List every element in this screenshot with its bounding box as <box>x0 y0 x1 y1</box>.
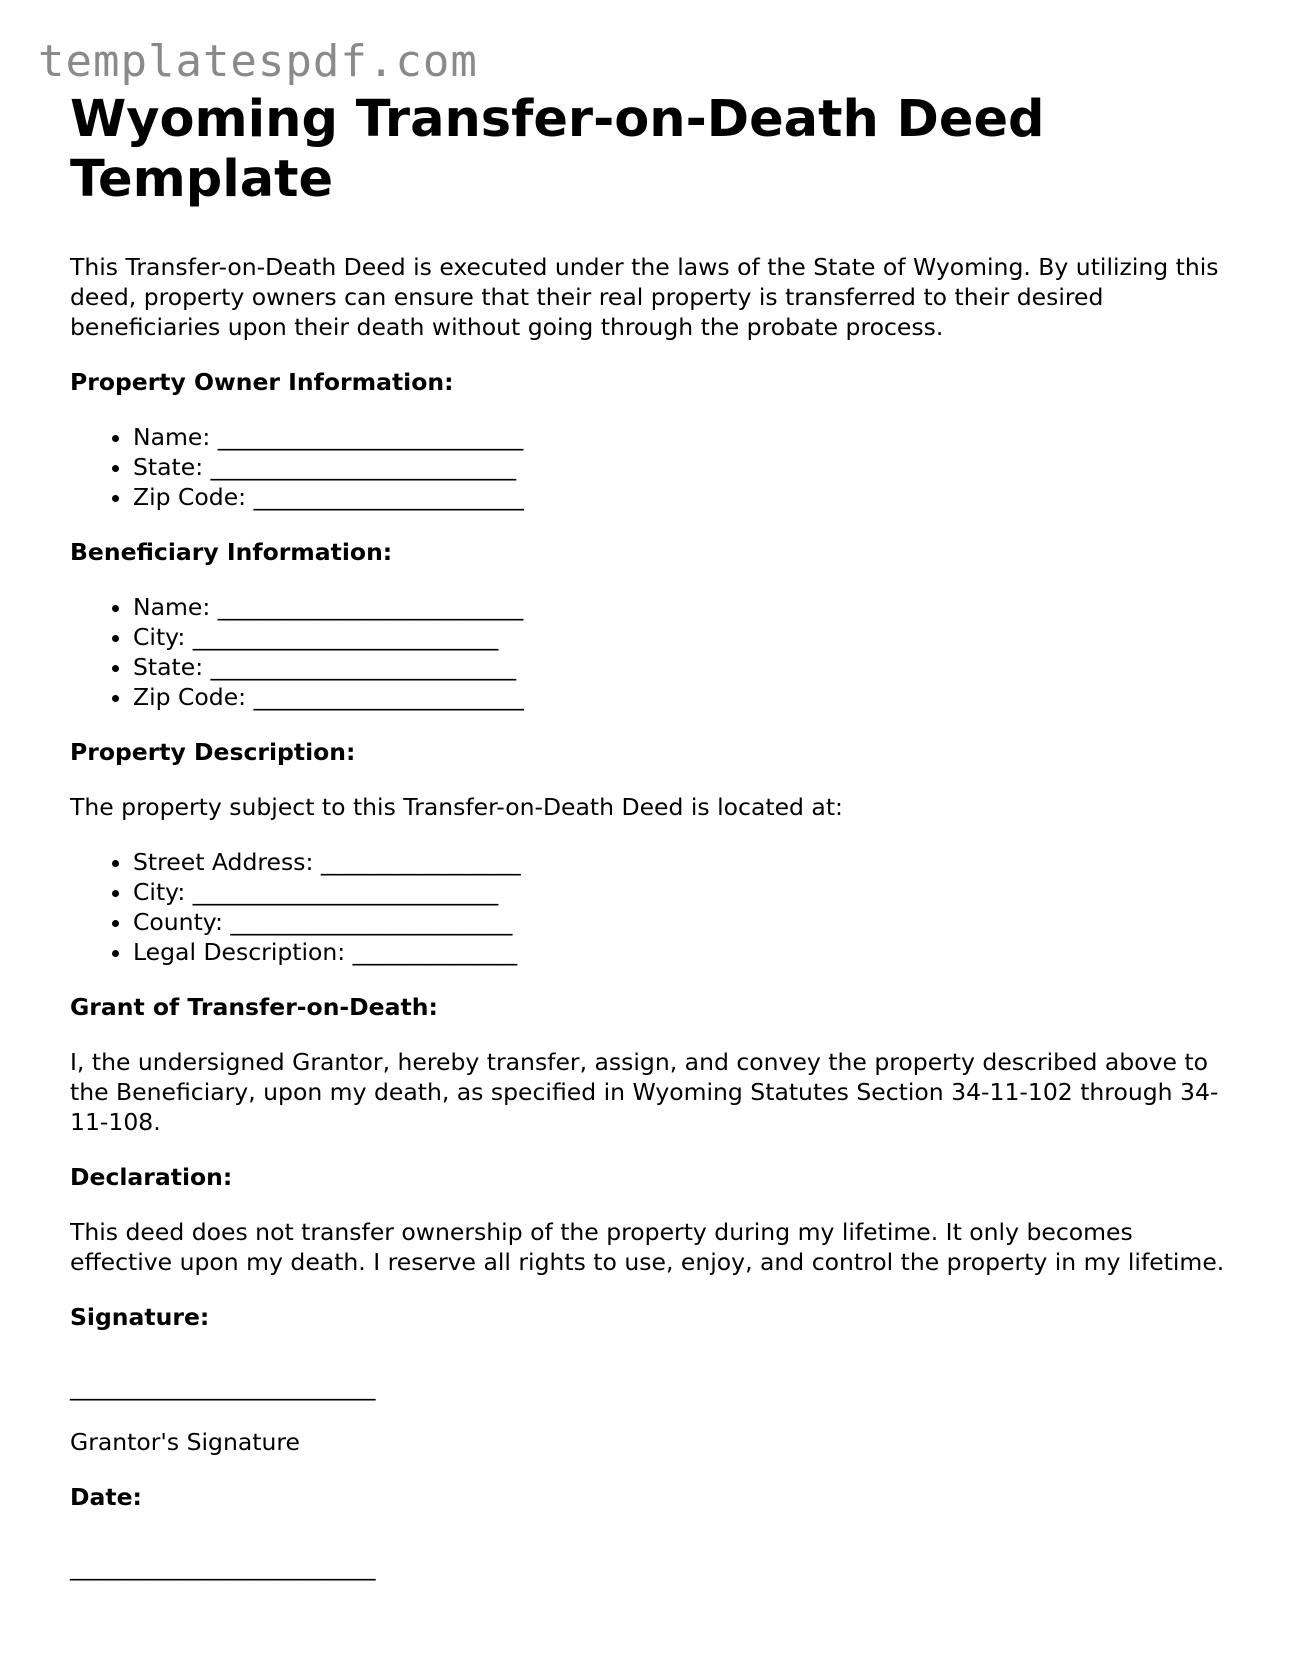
title-line-2: Template <box>70 150 334 209</box>
watermark: templatespdf.com <box>38 36 478 87</box>
owner-list <box>70 422 1230 512</box>
owner-zip-field: • Zip Code: _______________________ <box>133 482 1230 512</box>
intro-paragraph: This Transfer-on-Death Deed is executed under the laws of the State of Wyoming. By utilizing this deed, property owners can ensure that their real property is transferred to their desired beneficiaries upon their death without going through the probate process. <box>70 253 1219 341</box>
beneficiary-list <box>70 592 1230 712</box>
property-legal-field: • Legal Description: ______________ <box>133 937 1230 967</box>
date-line: __________________________ <box>70 1553 376 1581</box>
owner-state-field: • State: __________________________ <box>133 452 1230 482</box>
property-heading: Property Description: <box>70 738 356 766</box>
property-county-field: • County: ________________________ <box>133 907 1230 937</box>
property-list <box>70 847 1230 967</box>
document-page <box>70 90 1230 1582</box>
signature-label: Grantor's Signature <box>70 1428 300 1456</box>
property-street-field: • Street Address: _________________ <box>133 847 1230 877</box>
declaration-heading: Declaration: <box>70 1163 233 1191</box>
declaration-paragraph: This deed does not transfer ownership of the property during my lifetime. It only becomes effective upon my death. I reserve all rights to use, enjoy, and control the property in my lifetime. <box>70 1218 1225 1276</box>
grant-paragraph: I, the undersigned Grantor, hereby transfer, assign, and convey the property described above to the Beneficiary, upon my death, as specified in Wyoming Statutes Section 34-11-102 through 34-11-108. <box>70 1048 1219 1136</box>
title-line-1: Wyoming Transfer-on-Death Deed <box>70 90 1045 149</box>
beneficiary-state-field: • State: __________________________ <box>133 652 1230 682</box>
date-heading: Date: <box>70 1483 142 1511</box>
property-city-field: • City: __________________________ <box>133 877 1230 907</box>
owner-name-field: • Name: __________________________ <box>133 422 1230 452</box>
document-title <box>70 90 1230 210</box>
signature-heading: Signature: <box>70 1303 210 1331</box>
beneficiary-name-field: • Name: __________________________ <box>133 592 1230 622</box>
signature-line: __________________________ <box>70 1373 376 1401</box>
beneficiary-city-field: • City: __________________________ <box>133 622 1230 652</box>
beneficiary-zip-field: • Zip Code: _______________________ <box>133 682 1230 712</box>
owner-heading: Property Owner Information: <box>70 368 454 396</box>
property-intro: The property subject to this Transfer-on-Death Deed is located at: <box>70 793 843 821</box>
beneficiary-heading: Beneficiary Information: <box>70 538 393 566</box>
grant-heading: Grant of Transfer-on-Death: <box>70 993 438 1021</box>
